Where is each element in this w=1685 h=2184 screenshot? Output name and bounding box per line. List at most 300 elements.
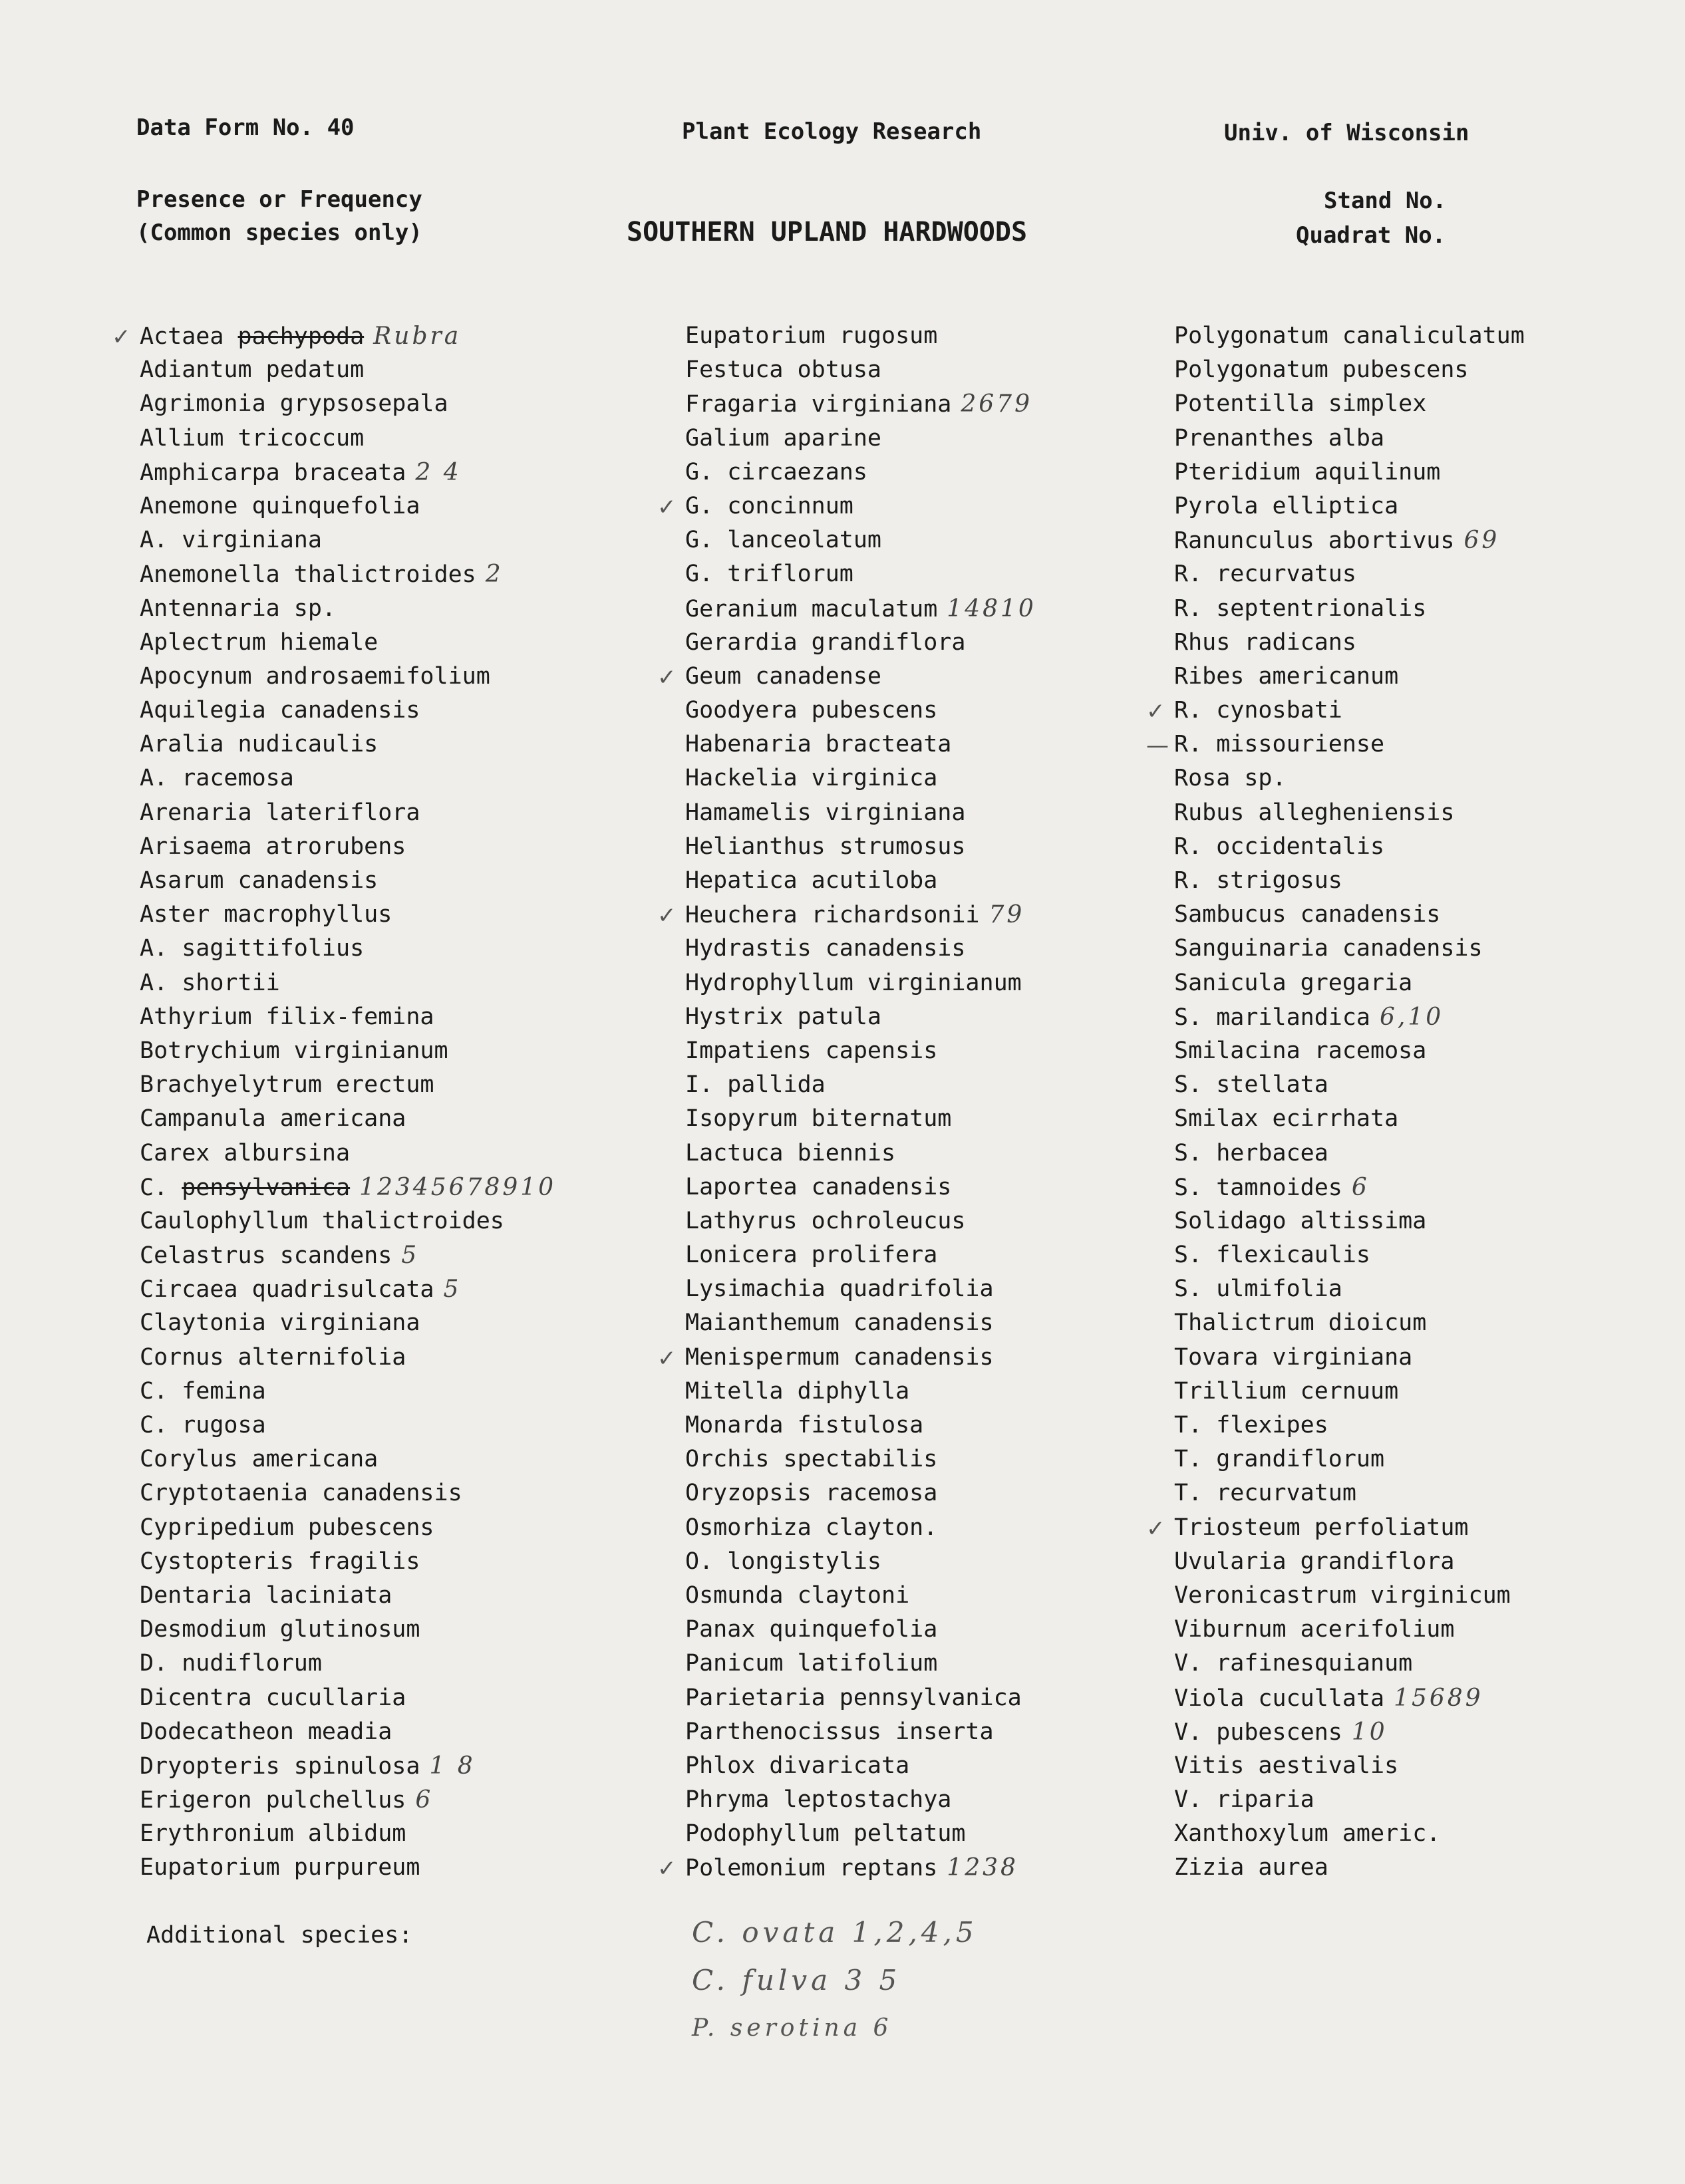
species-row	[1174, 1783, 1680, 1817]
species-row	[685, 592, 1191, 626]
species-row	[685, 1137, 1191, 1170]
species-row	[685, 1204, 1191, 1238]
handwritten-quadrats: Rubra	[373, 323, 462, 350]
species-row	[140, 1137, 645, 1170]
handwritten-quadrats: 5	[443, 1276, 462, 1303]
species-row	[1174, 1204, 1680, 1238]
species-name: Menispermum canadensis	[685, 1343, 994, 1371]
species-row	[140, 422, 645, 456]
species-name: Agrimonia grypsosepala	[140, 390, 448, 418]
species-row	[1174, 1715, 1680, 1749]
species-row	[1174, 1681, 1680, 1715]
species-row	[685, 319, 1191, 353]
species-row	[657, 1851, 1191, 1885]
species-row	[685, 694, 1191, 728]
species-row	[1174, 489, 1680, 523]
species-name: Actaea pachypoda	[140, 323, 365, 350]
species-row	[657, 1341, 1191, 1375]
species-row	[140, 898, 645, 932]
species-column-1	[112, 319, 645, 1885]
check-mark-icon: ✓	[112, 324, 131, 350]
species-name: R. occidentalis	[1174, 833, 1385, 860]
species-name: Polygonatum canaliculatum	[1174, 323, 1525, 349]
species-name: Claytonia virginiana	[140, 1309, 420, 1337]
species-name: Arenaria lateriflora	[140, 799, 420, 826]
species-name: G. triflorum	[685, 561, 853, 588]
species-name: Brachyelytrum erectum	[140, 1071, 434, 1099]
species-row	[140, 1681, 645, 1715]
species-name: Eupatorium rugosum	[685, 323, 938, 349]
organization: Plant Ecology Research	[682, 118, 982, 145]
species-name: A. sagittifolius	[140, 935, 365, 962]
species-name: V. rafinesquianum	[1174, 1650, 1413, 1677]
species-row	[1174, 1647, 1680, 1681]
species-name: Monarda fistulosa	[685, 1412, 924, 1438]
species-row	[685, 1579, 1191, 1613]
check-mark-icon: ✓	[657, 1345, 677, 1372]
species-name: Prenanthes alba	[1174, 424, 1385, 452]
measure-line-1: Presence or Frequency	[136, 186, 422, 213]
species-name: Aplectrum hiemale	[140, 628, 379, 656]
species-row	[685, 1647, 1191, 1681]
species-name: Cypripedium pubescens	[140, 1514, 434, 1541]
species-name: C. rugosa	[140, 1412, 266, 1438]
species-row	[685, 456, 1191, 489]
species-name: O. longistylis	[685, 1548, 882, 1575]
handwritten-quadrats: 15689	[1394, 1684, 1483, 1712]
species-row	[140, 966, 645, 1000]
species-name: Adiantum pedatum	[140, 356, 365, 384]
species-row	[685, 523, 1191, 557]
species-row	[140, 694, 645, 728]
species-row	[1174, 1409, 1680, 1442]
species-row	[685, 830, 1191, 864]
handwritten-quadrats: 10	[1351, 1718, 1388, 1746]
page-title: SOUTHERN UPLAND HARDWOODS	[627, 217, 1028, 247]
species-name: S. marilandica	[1174, 1004, 1371, 1031]
species-name: Laportea canadensis	[685, 1173, 952, 1200]
species-row	[140, 796, 645, 830]
check-mark-icon: ✓	[1146, 1515, 1165, 1542]
handwritten-quadrats: 1 8	[429, 1752, 476, 1780]
species-row	[1174, 864, 1680, 898]
species-name: Tovara virginiana	[1174, 1343, 1413, 1371]
species-row	[1174, 1137, 1680, 1170]
species-row	[685, 1749, 1191, 1783]
species-name: T. grandiflorum	[1174, 1446, 1385, 1473]
species-row	[685, 1783, 1191, 1817]
species-row	[140, 489, 645, 523]
species-name: Maianthemum canadensis	[685, 1309, 994, 1337]
species-row	[685, 966, 1191, 1000]
species-name: Solidago altissima	[1174, 1207, 1427, 1234]
species-row	[657, 489, 1191, 523]
quadrat-no: Quadrat No.	[1296, 222, 1446, 249]
species-row	[1146, 1511, 1680, 1545]
species-row	[685, 1375, 1191, 1409]
species-name: Asarum canadensis	[140, 867, 379, 894]
species-row	[140, 592, 645, 626]
check-mark-icon: —	[1146, 732, 1169, 759]
species-row	[685, 1170, 1191, 1204]
species-name: Phlox divaricata	[685, 1752, 910, 1779]
species-row	[685, 1409, 1191, 1442]
species-name: Osmunda claytoni	[685, 1581, 910, 1609]
species-name: Zizia aurea	[1174, 1854, 1328, 1881]
handwritten-quadrats: 6,10	[1380, 1003, 1444, 1031]
species-name: Smilacina racemosa	[1174, 1037, 1427, 1064]
species-name: Impatiens capensis	[685, 1037, 938, 1064]
species-row	[685, 728, 1191, 761]
species-row	[1174, 1034, 1680, 1068]
species-row	[1174, 1851, 1680, 1885]
species-name: V. pubescens	[1174, 1718, 1342, 1746]
species-row	[140, 1442, 645, 1476]
check-mark-icon: ✓	[657, 493, 677, 521]
species-name: Geranium maculatum	[685, 595, 938, 622]
species-name: R. missouriense	[1174, 731, 1385, 758]
species-name: R. recurvatus	[1174, 561, 1356, 588]
species-name: Lathyrus ochroleucus	[685, 1207, 966, 1234]
species-row	[140, 830, 645, 864]
species-row	[685, 1068, 1191, 1102]
species-row	[1174, 592, 1680, 626]
species-name: A. virginiana	[140, 527, 322, 554]
species-row	[140, 1783, 645, 1817]
species-row	[140, 387, 645, 421]
species-name: Aster macrophyllus	[140, 901, 392, 928]
species-row	[140, 1204, 645, 1238]
species-row	[1174, 1476, 1680, 1510]
species-row	[1174, 456, 1680, 489]
species-row	[1174, 761, 1680, 795]
species-name: Viola cucullata	[1174, 1685, 1385, 1712]
species-name: Athyrium filix-femina	[140, 1003, 434, 1030]
crossed-out-epithet: pensylvanica	[182, 1174, 351, 1201]
species-row	[140, 1170, 645, 1204]
species-name: Carex albursina	[140, 1139, 351, 1166]
species-name: Festuca obtusa	[685, 356, 882, 384]
species-row	[685, 1238, 1191, 1272]
handwritten-note: P. serotina 6	[692, 2014, 893, 2042]
species-name: Orchis spectabilis	[685, 1446, 938, 1473]
species-row	[1174, 1749, 1680, 1783]
species-name: C. femina	[140, 1377, 266, 1405]
species-name: Oryzopsis racemosa	[685, 1480, 938, 1507]
species-name: V. riparia	[1174, 1786, 1314, 1814]
handwritten-quadrats: 79	[989, 901, 1025, 929]
species-name: S. herbacea	[1174, 1139, 1328, 1166]
species-name: D. nudiflorum	[140, 1650, 322, 1677]
species-name: Polygonatum pubescens	[1174, 356, 1469, 384]
check-mark-icon: ✓	[657, 664, 677, 691]
species-name: S. tamnoides	[1174, 1174, 1342, 1201]
species-row	[1174, 1238, 1680, 1272]
species-name: Trillium cernuum	[1174, 1377, 1399, 1405]
species-row	[685, 557, 1191, 591]
species-name: Ranunculus abortivus	[1174, 527, 1455, 555]
species-column-2	[657, 319, 1191, 1885]
species-row	[1174, 523, 1680, 557]
species-row	[685, 626, 1191, 660]
species-row	[685, 353, 1191, 387]
species-name: Rhus radicans	[1174, 628, 1356, 656]
species-row	[140, 932, 645, 966]
species-name: Cystopteris fragilis	[140, 1548, 420, 1575]
species-row	[1174, 353, 1680, 387]
species-name: Uvularia grandiflora	[1174, 1548, 1455, 1575]
additional-species-notes	[692, 1909, 978, 2052]
species-name: Goodyera pubescens	[685, 697, 938, 724]
species-name: Galium aparine	[685, 424, 882, 452]
species-row	[1174, 966, 1680, 1000]
measure-line-2: (Common species only)	[136, 219, 422, 246]
species-name: Campanula americana	[140, 1105, 406, 1133]
species-row	[140, 456, 645, 489]
species-name: Pteridium aquilinum	[1174, 458, 1441, 485]
species-name: Dryopteris spinulosa	[140, 1752, 420, 1780]
species-name: Sanguinaria canadensis	[1174, 935, 1483, 962]
species-row	[140, 626, 645, 660]
species-name: S. flexicaulis	[1174, 1242, 1371, 1269]
species-row	[140, 660, 645, 694]
species-name: Sambucus canadensis	[1174, 901, 1441, 928]
species-row	[140, 1579, 645, 1613]
species-name: Lactuca biennis	[685, 1139, 896, 1166]
additional-species-label: Additional species:	[146, 1922, 413, 1949]
species-row	[140, 1715, 645, 1749]
species-row	[685, 387, 1191, 421]
species-name: Hystrix patula	[685, 1003, 882, 1030]
handwritten-quadrats: 2679	[961, 390, 1032, 418]
species-name: Phryma leptostachya	[685, 1786, 952, 1814]
species-row	[685, 932, 1191, 966]
species-name: Veronicastrum virginicum	[1174, 1581, 1511, 1609]
species-row	[657, 660, 1191, 694]
species-name: Circaea quadrisulcata	[140, 1276, 434, 1303]
species-row	[657, 898, 1191, 932]
species-row	[140, 1306, 645, 1340]
species-name: Xanthoxylum americ.	[1174, 1820, 1441, 1847]
species-name: Geum canadense	[685, 662, 882, 690]
species-row	[685, 1102, 1191, 1136]
species-row	[1174, 1341, 1680, 1375]
species-row	[140, 1000, 645, 1034]
species-name: Gerardia grandiflora	[685, 628, 966, 656]
species-name: R. septentrionalis	[1174, 595, 1427, 622]
species-row	[1174, 1579, 1680, 1613]
species-row	[140, 1341, 645, 1375]
species-row	[140, 1476, 645, 1510]
species-name: Smilax ecirrhata	[1174, 1105, 1399, 1133]
species-row	[685, 1715, 1191, 1749]
species-row	[685, 1000, 1191, 1034]
species-name: Heuchera richardsonii	[685, 902, 980, 929]
species-name: Antennaria sp.	[140, 595, 337, 622]
species-name: Panax quinquefolia	[685, 1616, 938, 1643]
species-row	[685, 1681, 1191, 1715]
species-name: S. stellata	[1174, 1071, 1328, 1099]
species-name: Potentilla simplex	[1174, 390, 1427, 418]
check-mark-icon: ✓	[1146, 698, 1165, 726]
species-name: Parthenocissus inserta	[685, 1718, 994, 1745]
species-name: Viburnum acerifolium	[1174, 1616, 1455, 1643]
species-name: Osmorhiza clayton.	[685, 1514, 938, 1541]
check-mark-icon: ✓	[657, 1855, 677, 1883]
species-row	[685, 796, 1191, 830]
species-row	[140, 557, 645, 591]
species-name: Corylus americana	[140, 1446, 379, 1473]
species-name: Lysimachia quadrifolia	[685, 1276, 994, 1303]
species-name: Thalictrum dioicum	[1174, 1309, 1427, 1337]
species-name: Dodecatheon meadia	[140, 1718, 392, 1745]
crossed-out-epithet: pachypoda	[237, 323, 365, 350]
species-row	[140, 1238, 645, 1272]
species-row	[685, 1817, 1191, 1851]
species-name: Vitis aestivalis	[1174, 1752, 1399, 1779]
species-row	[140, 1409, 645, 1442]
species-row	[1174, 898, 1680, 932]
species-name: Caulophyllum thalictroides	[140, 1207, 504, 1234]
species-name: Amphicarpa braceata	[140, 459, 406, 486]
species-row	[1174, 1306, 1680, 1340]
species-column-3	[1146, 319, 1680, 1885]
handwritten-quadrats: 2	[485, 561, 504, 589]
species-name: A. racemosa	[140, 765, 294, 792]
species-name: Ribes americanum	[1174, 662, 1399, 690]
species-name: R. cynosbati	[1174, 697, 1342, 724]
species-name: Hackelia virginica	[685, 765, 938, 792]
species-name: Dentaria laciniata	[140, 1581, 392, 1609]
species-name: Arisaema atrorubens	[140, 833, 406, 860]
species-name: Podophyllum peltatum	[685, 1820, 966, 1847]
species-name: Erigeron pulchellus	[140, 1787, 406, 1814]
species-row	[685, 864, 1191, 898]
species-row	[685, 761, 1191, 795]
handwritten-quadrats: 6	[415, 1786, 434, 1814]
species-name: Aralia nudicaulis	[140, 731, 379, 758]
species-name: G. concinnum	[685, 492, 853, 519]
species-name: I. pallida	[685, 1071, 826, 1099]
species-name: Helianthus strumosus	[685, 833, 966, 860]
species-row	[140, 1647, 645, 1681]
handwritten-quadrats: 69	[1463, 527, 1500, 555]
species-row	[1174, 1000, 1680, 1034]
check-mark-icon: ✓	[657, 902, 677, 930]
species-row	[685, 1476, 1191, 1510]
species-name: A. shortii	[140, 969, 280, 996]
species-name: Anemone quinquefolia	[140, 492, 420, 519]
university: Univ. of Wisconsin	[1224, 120, 1469, 146]
species-row	[1174, 1170, 1680, 1204]
species-row	[1174, 626, 1680, 660]
species-row	[112, 319, 645, 353]
species-row	[1174, 387, 1680, 421]
species-name: Celastrus scandens	[140, 1242, 392, 1270]
species-row	[140, 1272, 645, 1306]
species-name: Panicum latifolium	[685, 1650, 938, 1677]
stand-no: Stand No.	[1324, 188, 1447, 214]
species-name: Aquilegia canadensis	[140, 697, 420, 724]
species-row	[1174, 830, 1680, 864]
species-row	[140, 1511, 645, 1545]
handwritten-quadrats: 14810	[947, 595, 1036, 622]
species-name: S. ulmifolia	[1174, 1276, 1342, 1303]
handwritten-quadrats: 6	[1351, 1173, 1370, 1201]
species-name: Hydrastis canadensis	[685, 935, 966, 962]
handwritten-quadrats: 1238	[947, 1854, 1018, 1882]
species-name: Hydrophyllum virginianum	[685, 969, 1022, 996]
species-name: Rosa sp.	[1174, 765, 1287, 792]
species-row	[1174, 319, 1680, 353]
species-row	[685, 1306, 1191, 1340]
species-row	[1174, 422, 1680, 456]
species-row	[140, 864, 645, 898]
species-row	[685, 1613, 1191, 1647]
form-number: Data Form No. 40	[136, 114, 355, 141]
species-name: Hepatica acutiloba	[685, 867, 938, 894]
species-name: Isopyrum biternatum	[685, 1105, 952, 1133]
species-row	[1174, 660, 1680, 694]
species-row	[1174, 1272, 1680, 1306]
species-name: Anemonella thalictroides	[140, 561, 476, 589]
species-name: Cornus alternifolia	[140, 1343, 406, 1371]
species-row	[685, 1034, 1191, 1068]
species-name: C. pensylvanica	[140, 1174, 351, 1201]
species-name: Allium tricoccum	[140, 424, 365, 452]
species-name: Erythronium albidum	[140, 1820, 406, 1847]
species-name: Desmodium glutinosum	[140, 1616, 420, 1643]
species-row	[1174, 1613, 1680, 1647]
species-name: Cryptotaenia canadensis	[140, 1480, 462, 1507]
species-name: G. lanceolatum	[685, 527, 882, 554]
species-name: Eupatorium purpureum	[140, 1854, 420, 1881]
species-name: Rubus allegheniensis	[1174, 799, 1455, 826]
species-name: Polemonium reptans	[685, 1855, 938, 1882]
species-name: Habenaria bracteata	[685, 731, 952, 758]
handwritten-quadrats: 5	[401, 1242, 420, 1270]
species-name: Dicentra cucullaria	[140, 1684, 406, 1711]
handwritten-quadrats: 12345678910	[359, 1173, 557, 1201]
species-row	[140, 1817, 645, 1851]
species-name: G. circaezans	[685, 458, 867, 485]
handwritten-quadrats: 2 4	[415, 458, 462, 486]
species-name: Triosteum perfoliatum	[1174, 1514, 1469, 1541]
species-name: Apocynum androsaemifolium	[140, 662, 490, 690]
species-row	[140, 1375, 645, 1409]
species-name: Mitella diphylla	[685, 1377, 910, 1405]
species-name: Parietaria pennsylvanica	[685, 1684, 1022, 1711]
handwritten-note: C. fulva 3 5	[692, 1964, 901, 1996]
species-row	[1174, 557, 1680, 591]
species-name: Sanicula gregaria	[1174, 969, 1413, 996]
species-row	[685, 1545, 1191, 1579]
species-row	[1174, 932, 1680, 966]
species-row	[1146, 694, 1680, 728]
species-row	[685, 1272, 1191, 1306]
species-row	[140, 728, 645, 761]
species-row	[685, 1442, 1191, 1476]
species-row	[1174, 1375, 1680, 1409]
species-row	[1174, 1545, 1680, 1579]
species-row	[1174, 1102, 1680, 1136]
species-row	[140, 353, 645, 387]
species-row	[140, 523, 645, 557]
species-name: Hamamelis virginiana	[685, 799, 966, 826]
species-name: Fragaria virginiana	[685, 391, 952, 418]
species-row	[140, 1102, 645, 1136]
species-name: T. recurvatum	[1174, 1480, 1356, 1507]
